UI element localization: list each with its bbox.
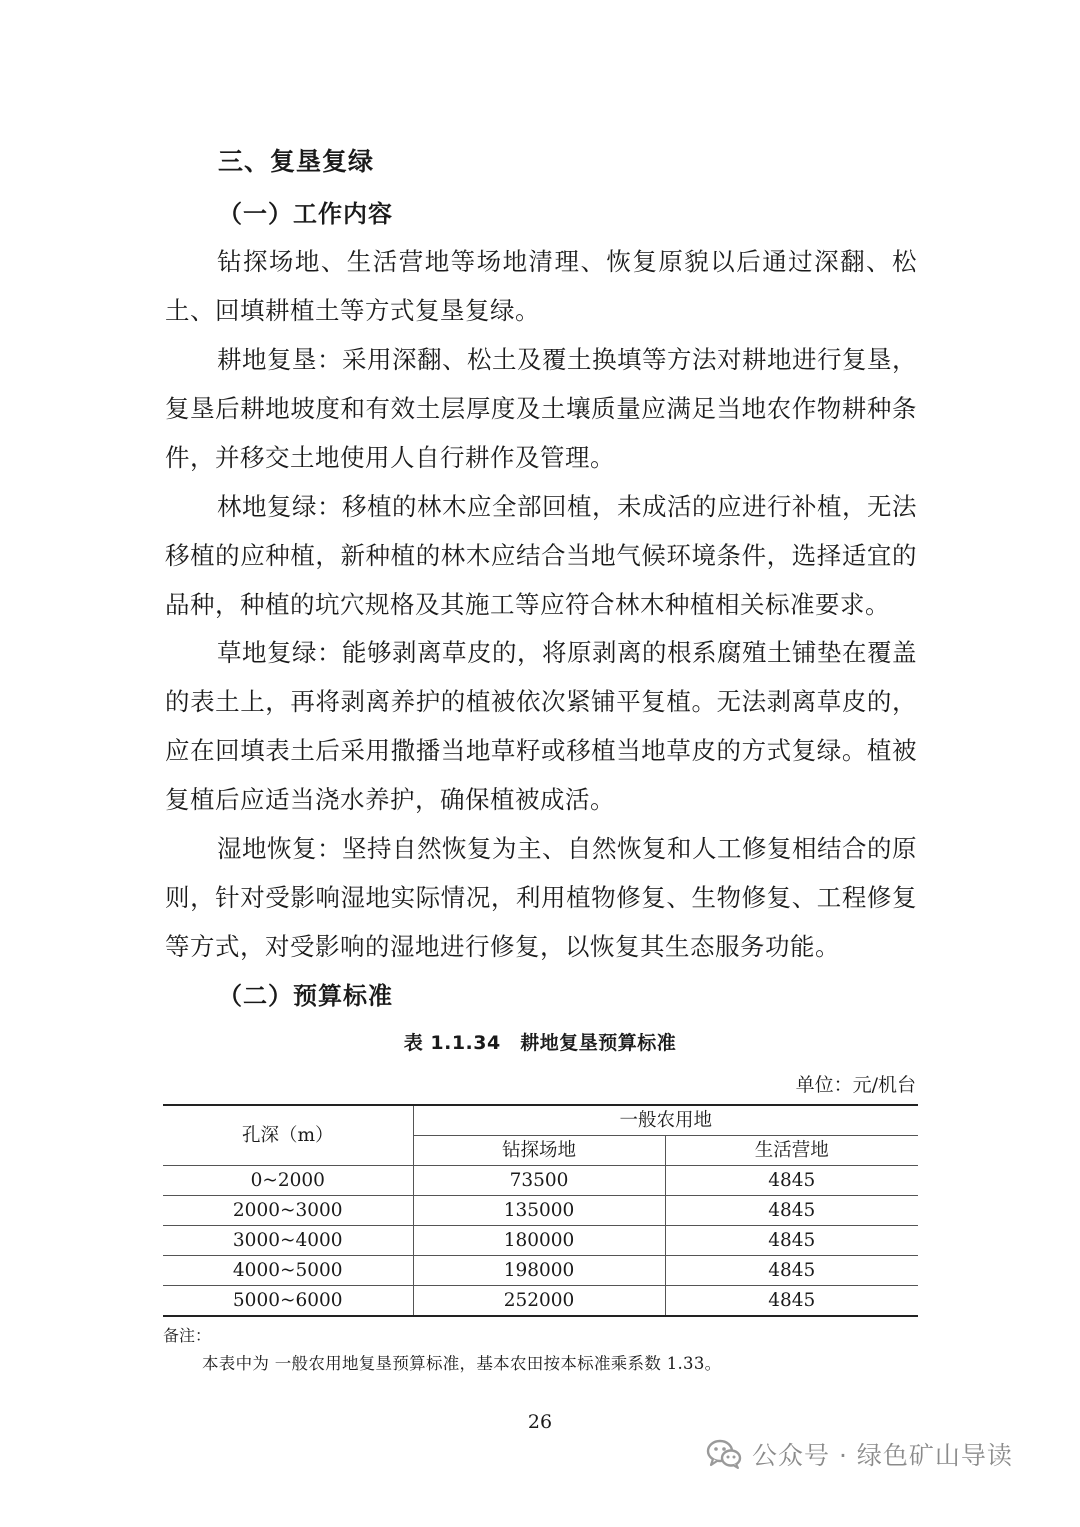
header-depth: 孔深（m）	[163, 1105, 413, 1166]
cell-drill: 135000	[413, 1196, 665, 1226]
table-row	[163, 1256, 918, 1286]
cell-drill: 252000	[413, 1286, 665, 1317]
paragraph-farmland: 耕地复垦：采用深翻、松土及覆土换填等方法对耕地进行复垦，复垦后耕地坡度和有效土层厚度及土壤质量应满足当地农作物耕种条件，并移交土地使用人自行耕作及管理。	[165, 345, 917, 472]
cell-depth: 4000~5000	[163, 1256, 413, 1286]
header-general-farmland: 一般农用地	[413, 1105, 918, 1136]
cell-camp: 4845	[665, 1196, 918, 1226]
table-row	[163, 1226, 918, 1256]
subheading-budget-standard: （二）预算标准	[218, 982, 393, 1010]
page-number: 26	[527, 1411, 553, 1433]
section-heading: 三、复垦复绿	[218, 147, 375, 176]
header-drill-site: 钻探场地	[413, 1136, 665, 1166]
cell-drill: 73500	[413, 1166, 665, 1196]
table-header-row	[163, 1105, 918, 1136]
watermark-text: 公众号 · 绿色矿山导读	[752, 1441, 1013, 1470]
header-camp: 生活营地	[665, 1136, 918, 1166]
table-row	[163, 1166, 918, 1196]
wechat-icon	[706, 1438, 742, 1470]
paragraph-grassland: 草地复绿：能够剥离草皮的，将原剥离的根系腐殖土铺垫在覆盖的表土上，再将剥离养护的植被依次紧铺平复植。无法剥离草皮的，应在回填表土后采用撒播当地草籽或移植当地草皮的方式复绿。植被复植后应适当浇水养护，确保植被成活。	[165, 638, 917, 814]
cell-depth: 0~2000	[163, 1166, 413, 1196]
cell-camp: 4845	[665, 1226, 918, 1256]
budget-table	[163, 1104, 918, 1317]
cell-camp: 4845	[665, 1256, 918, 1286]
paragraph-forest: 林地复绿：移植的林木应全部回植，未成活的应进行补植，无法移植的应种植，新种植的林木应结合当地气候环境条件，选择适宜的品种，种植的坑穴规格及其施工等应符合林木种植相关标准要求。	[165, 492, 917, 619]
subheading-work-content: （一）工作内容	[218, 200, 393, 228]
table-unit: 单位：元/机台	[795, 1074, 916, 1096]
table-note-text: 本表中为 一般农用地复垦预算标准，基本农田按本标准乘系数 1.33。	[202, 1354, 722, 1373]
cell-drill: 198000	[413, 1256, 665, 1286]
watermark	[706, 1432, 1013, 1476]
table-row	[163, 1196, 918, 1226]
table-title: 表 1.1.34 耕地复垦预算标准	[403, 1032, 677, 1054]
cell-depth: 3000~4000	[163, 1226, 413, 1256]
cell-camp: 4845	[665, 1166, 918, 1196]
paragraph-intro: 钻探场地、生活营地等场地清理、恢复原貌以后通过深翻、松土、回填耕植土等方式复垦复绿。	[165, 247, 917, 325]
cell-drill: 180000	[413, 1226, 665, 1256]
table-row	[163, 1286, 918, 1317]
cell-camp: 4845	[665, 1286, 918, 1317]
table-note-label: 备注：	[163, 1326, 212, 1345]
cell-depth: 5000~6000	[163, 1286, 413, 1317]
cell-depth: 2000~3000	[163, 1196, 413, 1226]
paragraph-wetland: 湿地恢复：坚持自然恢复为主、自然恢复和人工修复相结合的原则，针对受影响湿地实际情况，利用植物修复、生物修复、工程修复等方式，对受影响的湿地进行修复，以恢复其生态服务功能。	[165, 834, 917, 961]
